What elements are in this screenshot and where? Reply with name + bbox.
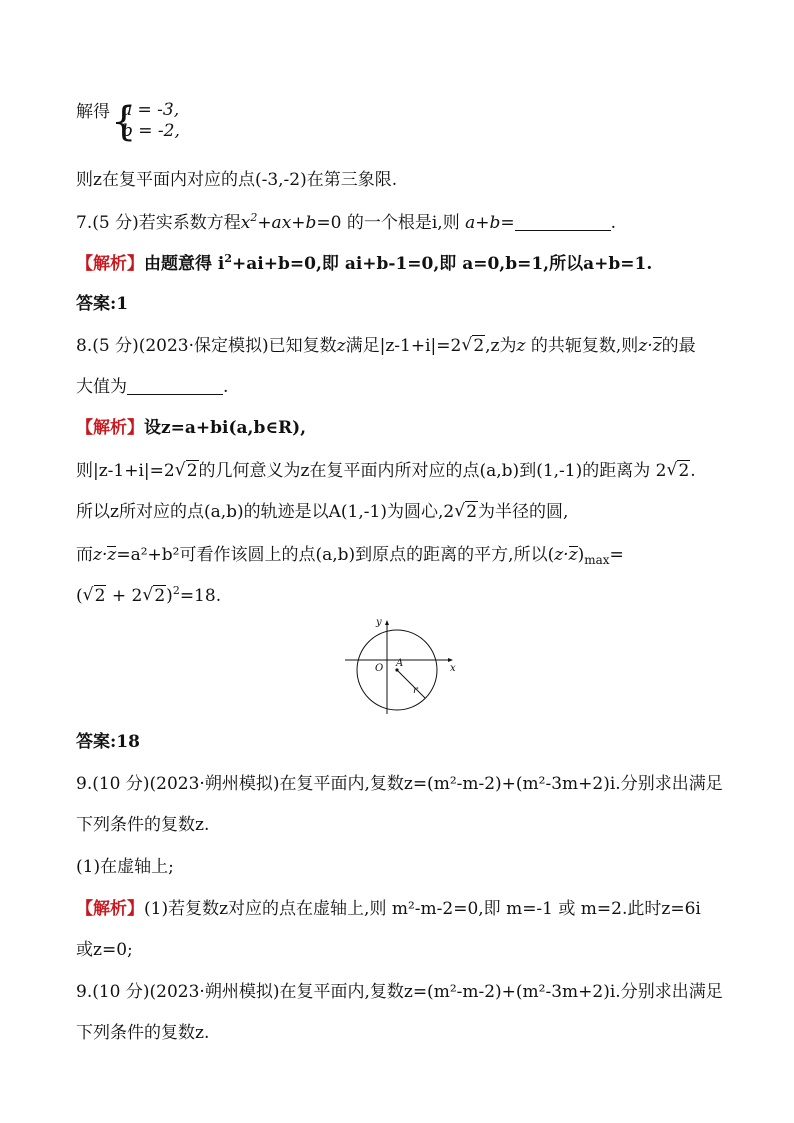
q8-analysis-line3: 所以z所对应的点(a,b)的轨迹是以A(1,-1)为圆心,2√ 2为半径的圆, [76,500,568,524]
q9-repeat-b: z=(m²-m-2)+(m²-3m+2)i.分别求出满足 [403,982,723,1002]
q7-question-b: 的一个根是i,则 [346,213,460,233]
q9-repeat-line2: 下列条件的复数z. [76,1023,210,1043]
q8-analysis-line2-b: 的几何意义为z在复平面内所对应的点(a,b)到(1,-1)的距离为 2 [198,461,667,481]
q9-question-line1 [76,772,723,796]
q8-answer: 答案:18 [76,732,140,752]
q8-question-d: 的共轭复数,则 [530,336,639,356]
q9-question-line2: 下列条件的复数z. [76,815,210,835]
q9-analysis-line2: 或z=0; [76,940,133,960]
q9-analysis-line1-text: (1)若复数z对应的点在虚轴上,则 m²-m-2=0,即 m=-1 或 m=2.此时z=6i [144,899,701,919]
diagram-x-arrow [448,658,453,662]
q9-question-b: z=(m²-m-2)+(m²-3m+2)i.分别求出满足 [403,774,723,794]
equation-a: a = -3, [122,100,180,120]
q9-repeat-a: 9.(10 分)(2023·朔州模拟)在复平面内,复数 [76,982,404,1002]
sqrt-2: √ 2 [461,334,485,358]
q8-answer-blank [127,376,223,395]
q8-analysis-line2-a: 则|z-1+i|=2 [76,461,175,481]
diagram-label-r: r [413,685,418,696]
diagram-label-o: O [375,663,384,674]
q7-question: 7.(5 分)若实系数方程$x^2+ax+b=0$ 的一个根是i,则 a+b= . [76,211,617,233]
q9-part1: (1)在虚轴上; [76,857,174,877]
diagram-label-a: A [396,658,404,669]
q8-analysis-line1-text: 设z=a+bi(a,b∈R), [144,418,307,438]
q7-question-a: 7.(5 分)若实系数方程 [76,213,241,233]
q7-answer-blank [515,212,611,231]
conclusion-line: 则z在复平面内对应的点(-3,-2)在第三象限. [76,170,398,190]
q7-analysis-b: +ai+b=0,即 [232,254,339,274]
q8-analysis-line1 [76,416,306,440]
q8-analysis-line4-a: 而 [76,545,93,565]
q7-question-c: . [610,213,617,233]
q8-question-line2-text: 大值为 [76,377,127,397]
equation-b: b = -2, [122,121,180,141]
q7-answer: 答案:1 [76,294,129,314]
q8-max-subscript: max [584,553,610,567]
q7-analysis-label: 【解析】 [76,254,144,274]
q8-question-line1: 8.(5 分)(2023·保定模拟)已知复数z满足|z-1+i|=2√ 2,z为z 的共轭复数,则z·z的最 [76,334,696,358]
q8-question-line2-end: . [223,377,229,397]
q7-sum: a+b [465,213,501,233]
system-brace: { [111,99,137,145]
q7-equation: $x^2+ax+b$ [240,211,317,233]
q7-analysis-e: a+b=1. [583,254,653,274]
q7-analysis-c: ai+b-1=0,即 [344,254,457,274]
q8-question-a: 8.(5 分)(2023·保定模拟)已知复数 [76,336,337,356]
q8-analysis-line4-b: =a²+b²可看作该圆上的点(a,b)到原点的距离的平方,所以 [116,545,548,565]
diagram-y-arrow [385,620,389,625]
q7-analysis-a: 由题意得 [144,254,212,274]
q8-analysis-line2: 则|z-1+i|=2√ 2的几何意义为z在复平面内所对应的点(a,b)到(1,-1)的距离为 2√ 2. [76,459,696,483]
q8-question-e: 的最 [661,336,696,356]
q7-analysis-d: a=0,b=1,所以 [462,254,584,274]
diagram-label-y: y [376,617,382,628]
q9-analysis-line1 [76,897,701,921]
q7-analysis: 【解析】由题意得 $i^2+ai+b=0$,即 ai+b-1=0,即 a=0,b=1,所以a+b=1. [76,252,653,274]
q9-analysis-label: 【解析】 [76,899,144,919]
q8-question-c: ,z为 [485,336,517,356]
diagram-label-x: x [450,663,456,674]
q8-question-b: 满足|z-1+i|=2 [345,336,462,356]
q8-analysis-line3-b: 为半径的圆, [478,502,569,522]
q8-analysis-label: 【解析】 [76,418,144,438]
q8-analysis-line4-c: = [609,545,624,565]
q8-analysis-line2-c: . [690,461,696,481]
q8-question-line2 [76,375,228,399]
q8-analysis-line5-text: =18. [179,586,222,606]
q9-question-a: 9.(10 分)(2023·朔州模拟)在复平面内,复数 [76,774,404,794]
q8-analysis-line4: 而z·z=a²+b²可看作该圆上的点(a,b)到原点的距离的平方,所以$(z\cdot z)_{max}=$ [76,545,624,567]
diagram-radius [397,670,425,698]
q8-analysis-line3-a: 所以z所对应的点(a,b)的轨迹是以A(1,-1)为圆心,2 [76,502,455,522]
solve-label: 解得 [76,102,110,122]
circle-diagram [345,616,465,716]
q9-repeat-line1 [76,980,723,1004]
q8-analysis-line5: (√ 2 + 2√ 2)$^2$=18. [76,584,221,608]
